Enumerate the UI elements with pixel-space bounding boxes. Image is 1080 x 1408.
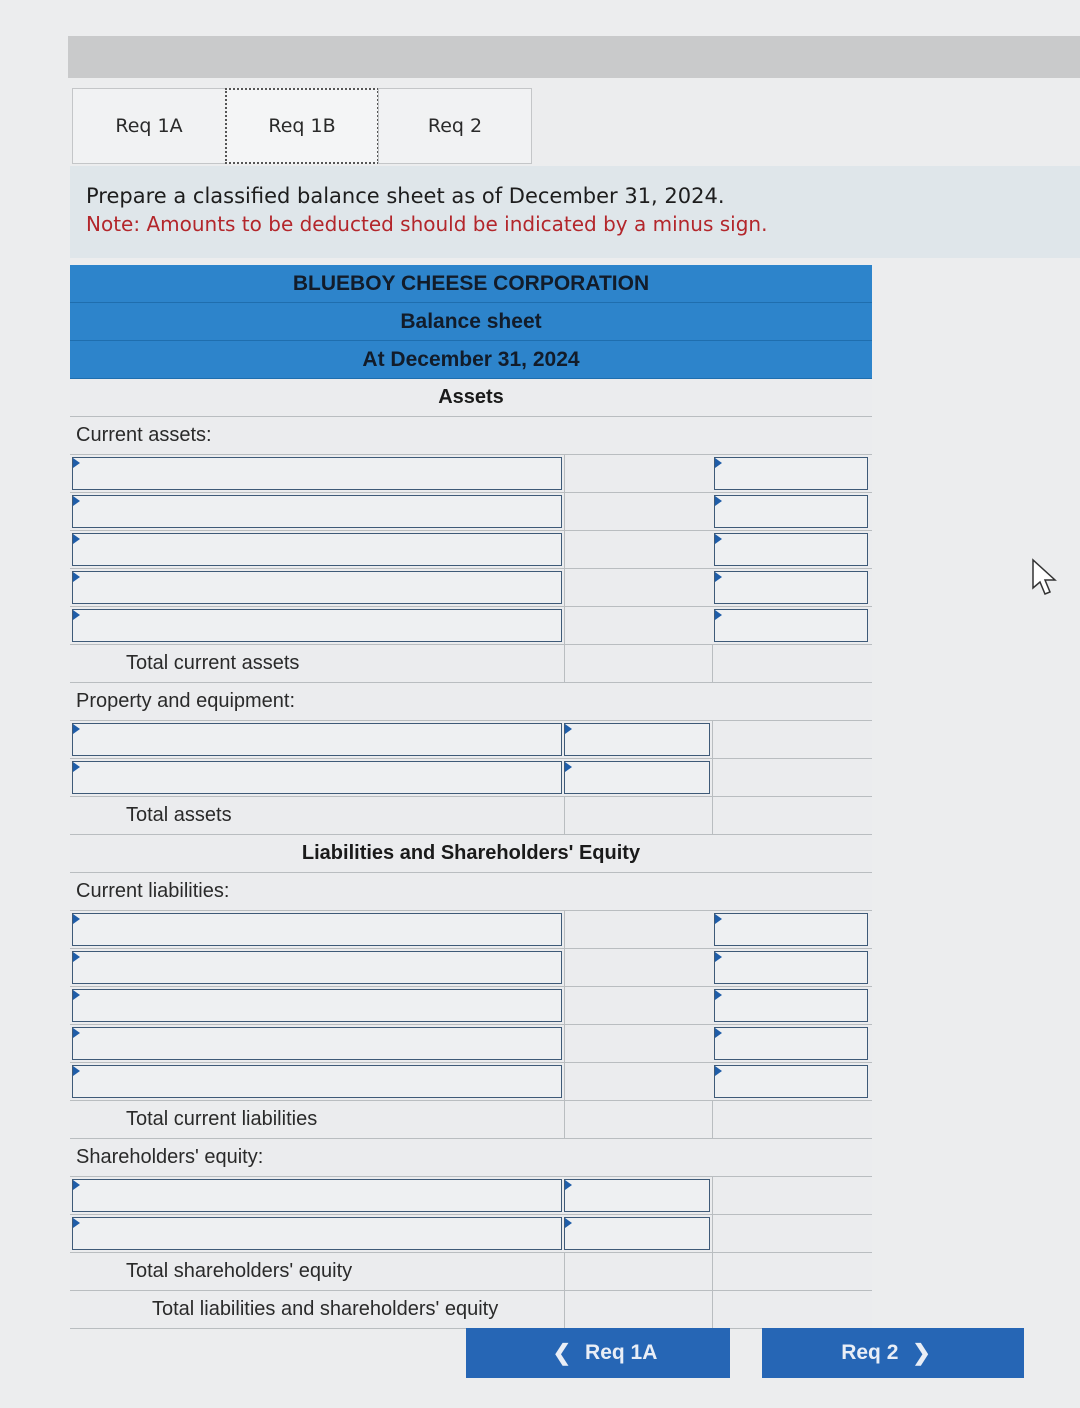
empty-cell xyxy=(712,759,872,796)
mouse-cursor-icon xyxy=(1030,558,1060,598)
property-label: Property and equipment: xyxy=(76,690,296,712)
liabilities-heading: Liabilities and Shareholders' Equity xyxy=(70,835,872,873)
empty-cell xyxy=(712,1101,872,1138)
assets-heading: Assets xyxy=(70,379,872,417)
requirement-tabs xyxy=(72,88,531,166)
current-liabilities-label: Current liabilities: xyxy=(76,880,230,902)
account-select[interactable] xyxy=(72,1179,562,1212)
instruction-text: Prepare a classified balance sheet as of December 31, 2024. xyxy=(86,184,725,208)
current-liability-entry-row xyxy=(70,987,872,1025)
shareholders-equity-label: Shareholders' equity: xyxy=(76,1146,264,1168)
account-select[interactable] xyxy=(72,457,562,490)
account-select[interactable] xyxy=(72,1217,562,1250)
account-select[interactable] xyxy=(72,609,562,642)
equity-entry-row xyxy=(70,1215,872,1253)
amount-input[interactable] xyxy=(714,571,868,604)
current-asset-entry-row xyxy=(70,493,872,531)
equity-entry-row xyxy=(70,1177,872,1215)
total-shareholders-equity-label: Total shareholders' equity xyxy=(126,1260,353,1282)
current-asset-entry-row xyxy=(70,531,872,569)
total-shareholders-equity-row xyxy=(70,1253,872,1291)
amount-input[interactable] xyxy=(714,609,868,642)
empty-cell xyxy=(712,1215,872,1252)
account-select[interactable] xyxy=(72,913,562,946)
shareholders-equity-row xyxy=(70,1139,872,1177)
statement-date: At December 31, 2024 xyxy=(70,341,872,379)
balance-sheet-form xyxy=(70,265,872,1329)
total-current-assets-row xyxy=(70,645,872,683)
amount-input[interactable] xyxy=(714,1027,868,1060)
empty-cell xyxy=(564,455,712,492)
chevron-right-icon: ❯ xyxy=(912,1340,931,1365)
amount-input[interactable] xyxy=(564,1179,710,1212)
account-select[interactable] xyxy=(72,723,562,756)
amount-input[interactable] xyxy=(714,913,868,946)
current-asset-entry-row xyxy=(70,569,872,607)
top-toolbar xyxy=(68,36,1080,78)
amount-input[interactable] xyxy=(714,951,868,984)
account-select[interactable] xyxy=(72,495,562,528)
amount-input[interactable] xyxy=(714,533,868,566)
empty-cell xyxy=(564,1253,712,1290)
empty-cell xyxy=(564,645,712,682)
total-liabilities-equity-label: Total liabilities and shareholders' equity xyxy=(152,1298,499,1320)
total-assets-row xyxy=(70,797,872,835)
empty-cell xyxy=(712,721,872,758)
instruction-note: Note: Amounts to be deducted should be indicated by a minus sign. xyxy=(86,212,768,236)
account-select[interactable] xyxy=(72,989,562,1022)
empty-cell xyxy=(564,1025,712,1062)
amount-input[interactable] xyxy=(714,457,868,490)
empty-cell xyxy=(712,1291,872,1328)
empty-cell xyxy=(564,607,712,644)
instructions-panel xyxy=(70,166,1080,258)
account-select[interactable] xyxy=(72,951,562,984)
amount-input[interactable] xyxy=(564,1217,710,1250)
current-liability-entry-row xyxy=(70,911,872,949)
tab-req-1b[interactable]: Req 1B xyxy=(225,88,379,164)
next-button[interactable] xyxy=(762,1328,1024,1378)
empty-cell xyxy=(712,645,872,682)
amount-input[interactable] xyxy=(714,989,868,1022)
property-entry-row xyxy=(70,721,872,759)
empty-cell xyxy=(564,569,712,606)
statement-title: Balance sheet xyxy=(70,303,872,341)
amount-input[interactable] xyxy=(714,495,868,528)
amount-input[interactable] xyxy=(564,723,710,756)
empty-cell xyxy=(564,493,712,530)
empty-cell xyxy=(712,797,872,834)
account-select[interactable] xyxy=(72,1027,562,1060)
prev-button[interactable] xyxy=(466,1328,730,1378)
current-liabilities-row xyxy=(70,873,872,911)
empty-cell xyxy=(712,1253,872,1290)
empty-cell xyxy=(712,1177,872,1214)
amount-input[interactable] xyxy=(714,1065,868,1098)
empty-cell xyxy=(564,949,712,986)
empty-cell xyxy=(564,1291,712,1328)
current-liability-entry-row xyxy=(70,949,872,987)
current-liability-entry-row xyxy=(70,1063,872,1101)
current-assets-label: Current assets: xyxy=(76,424,212,446)
chevron-left-icon: ❮ xyxy=(552,1340,572,1365)
property-entry-row xyxy=(70,759,872,797)
prev-button-label: Req 1A xyxy=(585,1341,658,1364)
property-row xyxy=(70,683,872,721)
total-liabilities-equity-row xyxy=(70,1291,872,1329)
empty-cell xyxy=(564,911,712,948)
company-name: BLUEBOY CHEESE CORPORATION xyxy=(70,265,872,303)
current-liability-entry-row xyxy=(70,1025,872,1063)
tab-req-1a[interactable]: Req 1A xyxy=(72,88,226,164)
current-asset-entry-row xyxy=(70,455,872,493)
empty-cell xyxy=(564,1063,712,1100)
account-select[interactable] xyxy=(72,571,562,604)
amount-input[interactable] xyxy=(564,761,710,794)
next-button-label: Req 2 xyxy=(841,1341,899,1364)
empty-cell xyxy=(564,1101,712,1138)
current-asset-entry-row xyxy=(70,607,872,645)
account-select[interactable] xyxy=(72,761,562,794)
empty-cell xyxy=(564,797,712,834)
total-assets-label: Total assets xyxy=(126,804,232,826)
tab-req-2[interactable]: Req 2 xyxy=(378,88,532,164)
total-current-liabilities-row xyxy=(70,1101,872,1139)
empty-cell xyxy=(564,531,712,568)
account-select[interactable] xyxy=(72,533,562,566)
total-current-assets-label: Total current assets xyxy=(126,652,300,674)
total-current-liabilities-label: Total current liabilities xyxy=(126,1108,318,1130)
empty-cell xyxy=(564,987,712,1024)
account-select[interactable] xyxy=(72,1065,562,1098)
current-assets-row xyxy=(70,417,872,455)
